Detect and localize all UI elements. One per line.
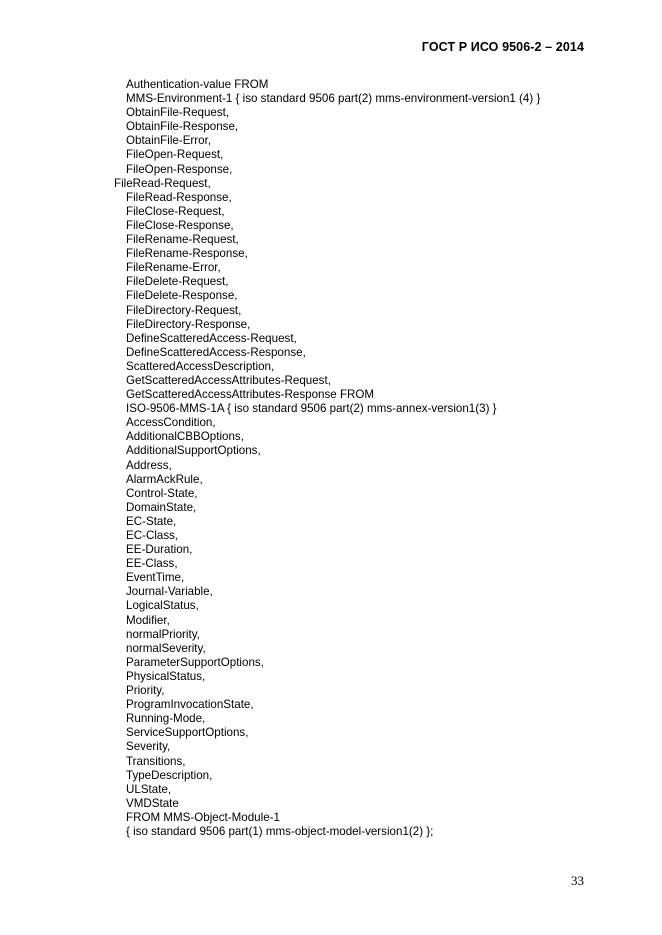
code-line: normalSeverity, (126, 641, 206, 655)
code-line: FileOpen-Request, (126, 148, 224, 162)
code-line: AccessCondition, (126, 416, 216, 430)
code-line: FileDelete-Request, (126, 275, 229, 289)
code-line: FileDirectory-Response, (126, 317, 251, 331)
code-line: Modifier, (126, 613, 170, 627)
code-line: DomainState, (126, 500, 197, 514)
code-line: EC-State, (126, 514, 177, 528)
page-number: 33 (571, 873, 584, 888)
code-line: DefineScatteredAccess-Request, (126, 331, 297, 345)
code-line: ObtainFile-Error, (126, 134, 212, 148)
code-line: FileRead-Request, (114, 176, 211, 190)
code-line: ScatteredAccessDescription, (126, 359, 275, 373)
code-line: Control-State, (126, 486, 198, 500)
code-line: FileRename-Request, (126, 233, 239, 247)
code-line: Severity, (126, 740, 171, 754)
code-line: EE-Class, (126, 557, 178, 571)
code-line: PhysicalStatus, (126, 669, 206, 683)
code-line: FROM MMS-Object-Module-1 (126, 810, 280, 824)
code-line: TypeDescription, (126, 768, 213, 782)
code-line: GetScatteredAccessAttributes-Request, (126, 373, 331, 387)
code-line: ISO-9506-MMS-1A { iso standard 9506 part(2) mms-annex-version1(3) } (126, 402, 497, 416)
code-line: Authentication-value FROM (126, 78, 269, 91)
code-line: AdditionalCBBOptions, (126, 430, 244, 444)
asn1-import-listing (114, 78, 541, 839)
code-line: Transitions, (126, 754, 186, 768)
code-line: MMS-Environment-1 { iso standard 9506 part(2) mms-environment-version1 (4) } (126, 92, 541, 106)
code-line: GetScatteredAccessAttributes-Response FROM (126, 388, 375, 402)
code-line: AdditionalSupportOptions, (126, 444, 261, 458)
code-line: Address, (126, 458, 172, 472)
code-line: normalPriority, (126, 627, 200, 641)
code-line: ProgramInvocationState, (126, 698, 254, 712)
code-line: Running-Mode, (126, 712, 206, 726)
code-line: ULState, (126, 782, 172, 796)
code-line: DefineScatteredAccess-Response, (126, 345, 306, 359)
code-line: ParameterSupportOptions, (126, 655, 264, 669)
code-line: Journal-Variable, (126, 585, 213, 599)
code-line: VMDState (126, 796, 179, 810)
code-line: EE-Duration, (126, 543, 193, 557)
code-line: FileDirectory-Request, (126, 303, 242, 317)
code-line: { iso standard 9506 part(1) mms-object-model-version1(2) }; (126, 824, 434, 838)
code-line: FileClose-Response, (126, 218, 234, 232)
code-line: FileClose-Request, (126, 204, 225, 218)
code-line: EC-Class, (126, 529, 179, 542)
code-line: FileRename-Response, (126, 247, 248, 261)
code-line: ServiceSupportOptions, (126, 726, 249, 740)
code-line: ObtainFile-Response, (126, 120, 239, 134)
document-header (422, 40, 584, 54)
code-line: ObtainFile-Request, (126, 106, 230, 120)
code-line: FileDelete-Response, (126, 289, 238, 303)
standard-designation: ГОСТ Р ИСО 9506-2 – 2014 (421, 40, 584, 54)
code-line: Priority, (126, 684, 165, 698)
code-line: EventTime, (126, 571, 185, 585)
code-line: FileRename-Error, (126, 261, 221, 275)
code-line: FileRead-Response, (126, 190, 232, 204)
code-line: LogicalStatus, (126, 599, 199, 613)
code-line: AlarmAckRule, (126, 472, 203, 486)
code-line: FileOpen-Response, (126, 162, 233, 176)
